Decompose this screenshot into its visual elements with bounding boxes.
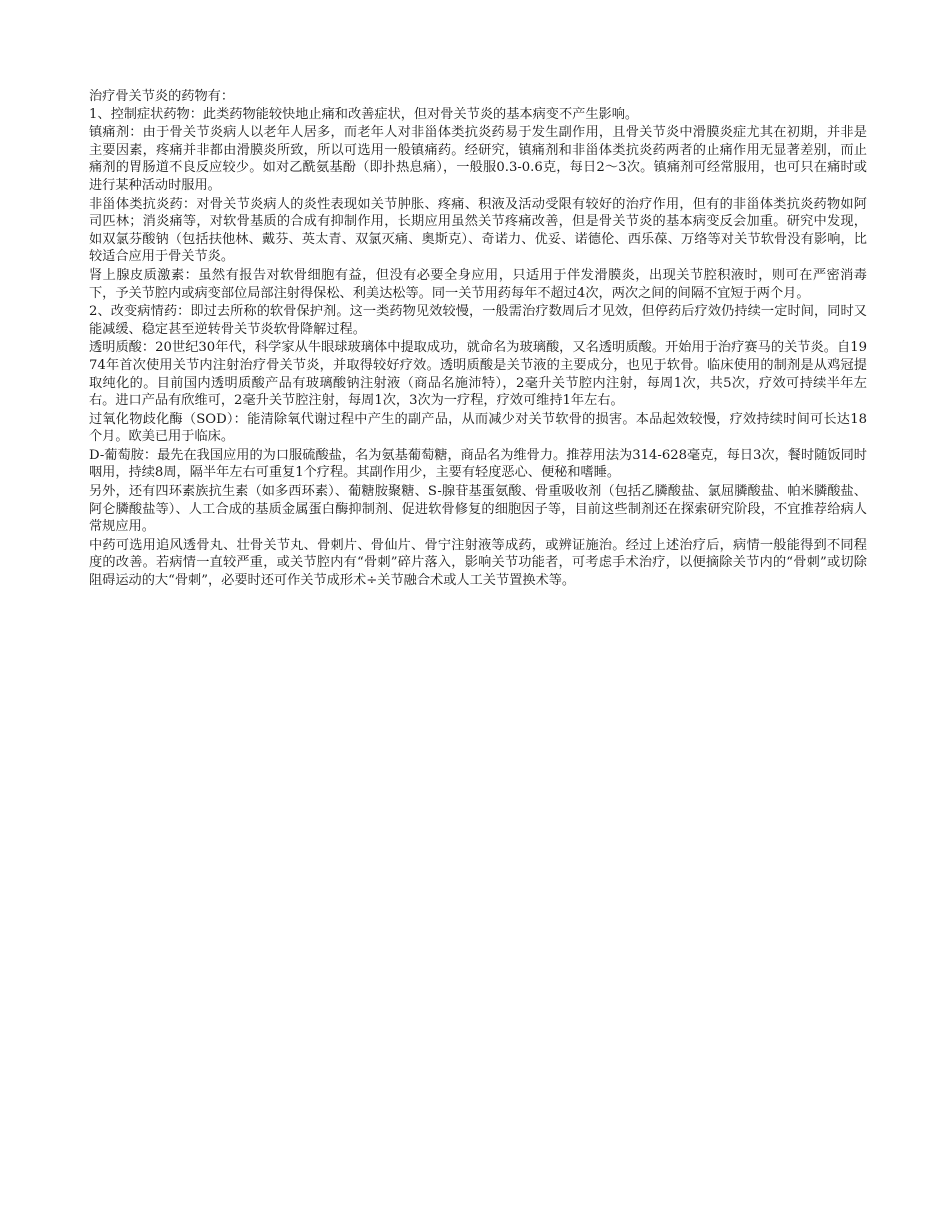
paragraph-hyaluronic-acid: 透明质酸：20世纪30年代，科学家从牛眼球玻璃体中提取成功，就命名为玻璃酸，又名透明质酸。开始用于治疗赛马的关节炎。自1974年首次使用关节内注射治疗骨关节炎，并取得较好疗效。透明质酸是关节液的主要成分，也见于软骨。临床使用的制剂是从鸡冠提取纯化的。目前国内透明质酸产品有玻璃酸钠注射液（商品名施沛特），2毫升关节腔内注射，每周1次，共5次，疗效可持续半年左右。进口产品有欣维可，2毫升关节腔注射，每周1次，3次为一疗程，疗效可维持1年左右。	[89, 340, 867, 409]
paragraph-glucosamine: D-葡萄胺：最先在我国应用的为口服硫酸盐，名为氨基葡萄糖，商品名为维骨力。推荐用法为314-628毫克，每日3次，餐时随饭同时咽用，持续8周，隔半年左右可重复1个疗程。其副作用少，主要有轻度恶心、便秘和嗜睡。	[89, 447, 867, 481]
document-page	[89, 88, 867, 591]
document-title: 治疗骨关节炎的药物有：	[89, 89, 235, 104]
paragraph-disease-modifying-drugs: 2、改变病情药：即过去所称的软骨保护剂。这一类药物见效较慢，一般需治疗数周后才见效，但停药后疗效仍持续一定时间，同时又能减缓、稳定甚至逆转骨关节炎软骨降解过程。	[89, 304, 867, 337]
paragraph-symptom-drugs: 1、控制症状药物：此类药物能较快地止痛和改善症状，但对骨关节炎的基本病变不产生影响。	[89, 106, 639, 122]
paragraph-other-agents: 另外，还有四环素族抗生素（如多西环素）、葡糖胺聚糖、S-腺苷基蛋氨酸、骨重吸收剂（包括乙膦酸盐、氯屈膦酸盐、帕米膦酸盐、阿仑膦酸盐等）、人工合成的基质金属蛋白酶抑制剂、促进软骨修复的细胞因子等，目前这些制剂还在探索研究阶段，不宜推荐给病人常规应用。	[89, 484, 867, 535]
paragraph-sod: 过氧化物歧化酶（SOD）：能清除氧代谢过程中产生的副产品，从而减少对关节软骨的损害。本品起效较慢，疗效持续时间可长达18个月。欧美已用于临床。	[89, 411, 867, 445]
paragraph-tcm-and-surgery: 中药可选用追风透骨丸、壮骨关节丸、骨刺片、骨仙片、骨宁注射液等成药，或辨证施治。经过上述治疗后，病情一般能得到不同程度的改善。若病情一直较严重，或关节腔内有“骨刺”碎片落入，影响关节功能者，可考虑手术治疗，以便摘除关节内的“骨刺”或切除阻碍运动的大“骨刺”，必要时还可作关节成形术÷关节融合术或人工关节置换术等。	[89, 537, 867, 589]
paragraph-analgesics: 镇痛剂：由于骨关节炎病人以老年人居多，而老年人对非甾体类抗炎药易于发生副作用，且骨关节炎中滑膜炎症尤其在初期，并非是主要因素，疼痛并非都由滑膜炎所致，所以可选用一般镇痛药。经研究，镇痛剂和非甾体类抗炎药两者的止痛作用无显著差别，而止痛剂的胃肠道不良反应较少。如对乙酰氨基酚（即扑热息痛），一般服0.3-0.6克，每日2～3次。镇痛剂可经常服用，也可只在痛时或进行某种活动时服用。	[89, 125, 867, 193]
paragraph-corticosteroids: 肾上腺皮质激素：虽然有报告对软骨细胞有益，但没有必要全身应用，只适用于伴发滑膜炎，出现关节腔积液时，则可在严密消毒下，予关节腔内或病变部位局部注射得保松、利美达松等。同一关节用药每年不超过4次，两次之间的间隔不宜短于两个月。	[89, 267, 867, 301]
paragraph-nsaids: 非甾体类抗炎药：对骨关节炎病人的炎性表现如关节肿胀、疼痛、积液及活动受限有较好的治疗作用，但有的非甾体类抗炎药物如阿司匹林；消炎痛等，对软骨基质的合成有抑制作用，长期应用虽然关节疼痛改善，但是骨关节炎的基本病变反会加重。研究中发现，如双氯芬酸钠（包括扶他林、戴芬、英太青、双氯灭痛、奥斯克）、奇诺力、优妥、诺德伦、西乐葆、万络等对关节软骨没有影响，比较适合应用于骨关节炎。	[89, 196, 867, 265]
